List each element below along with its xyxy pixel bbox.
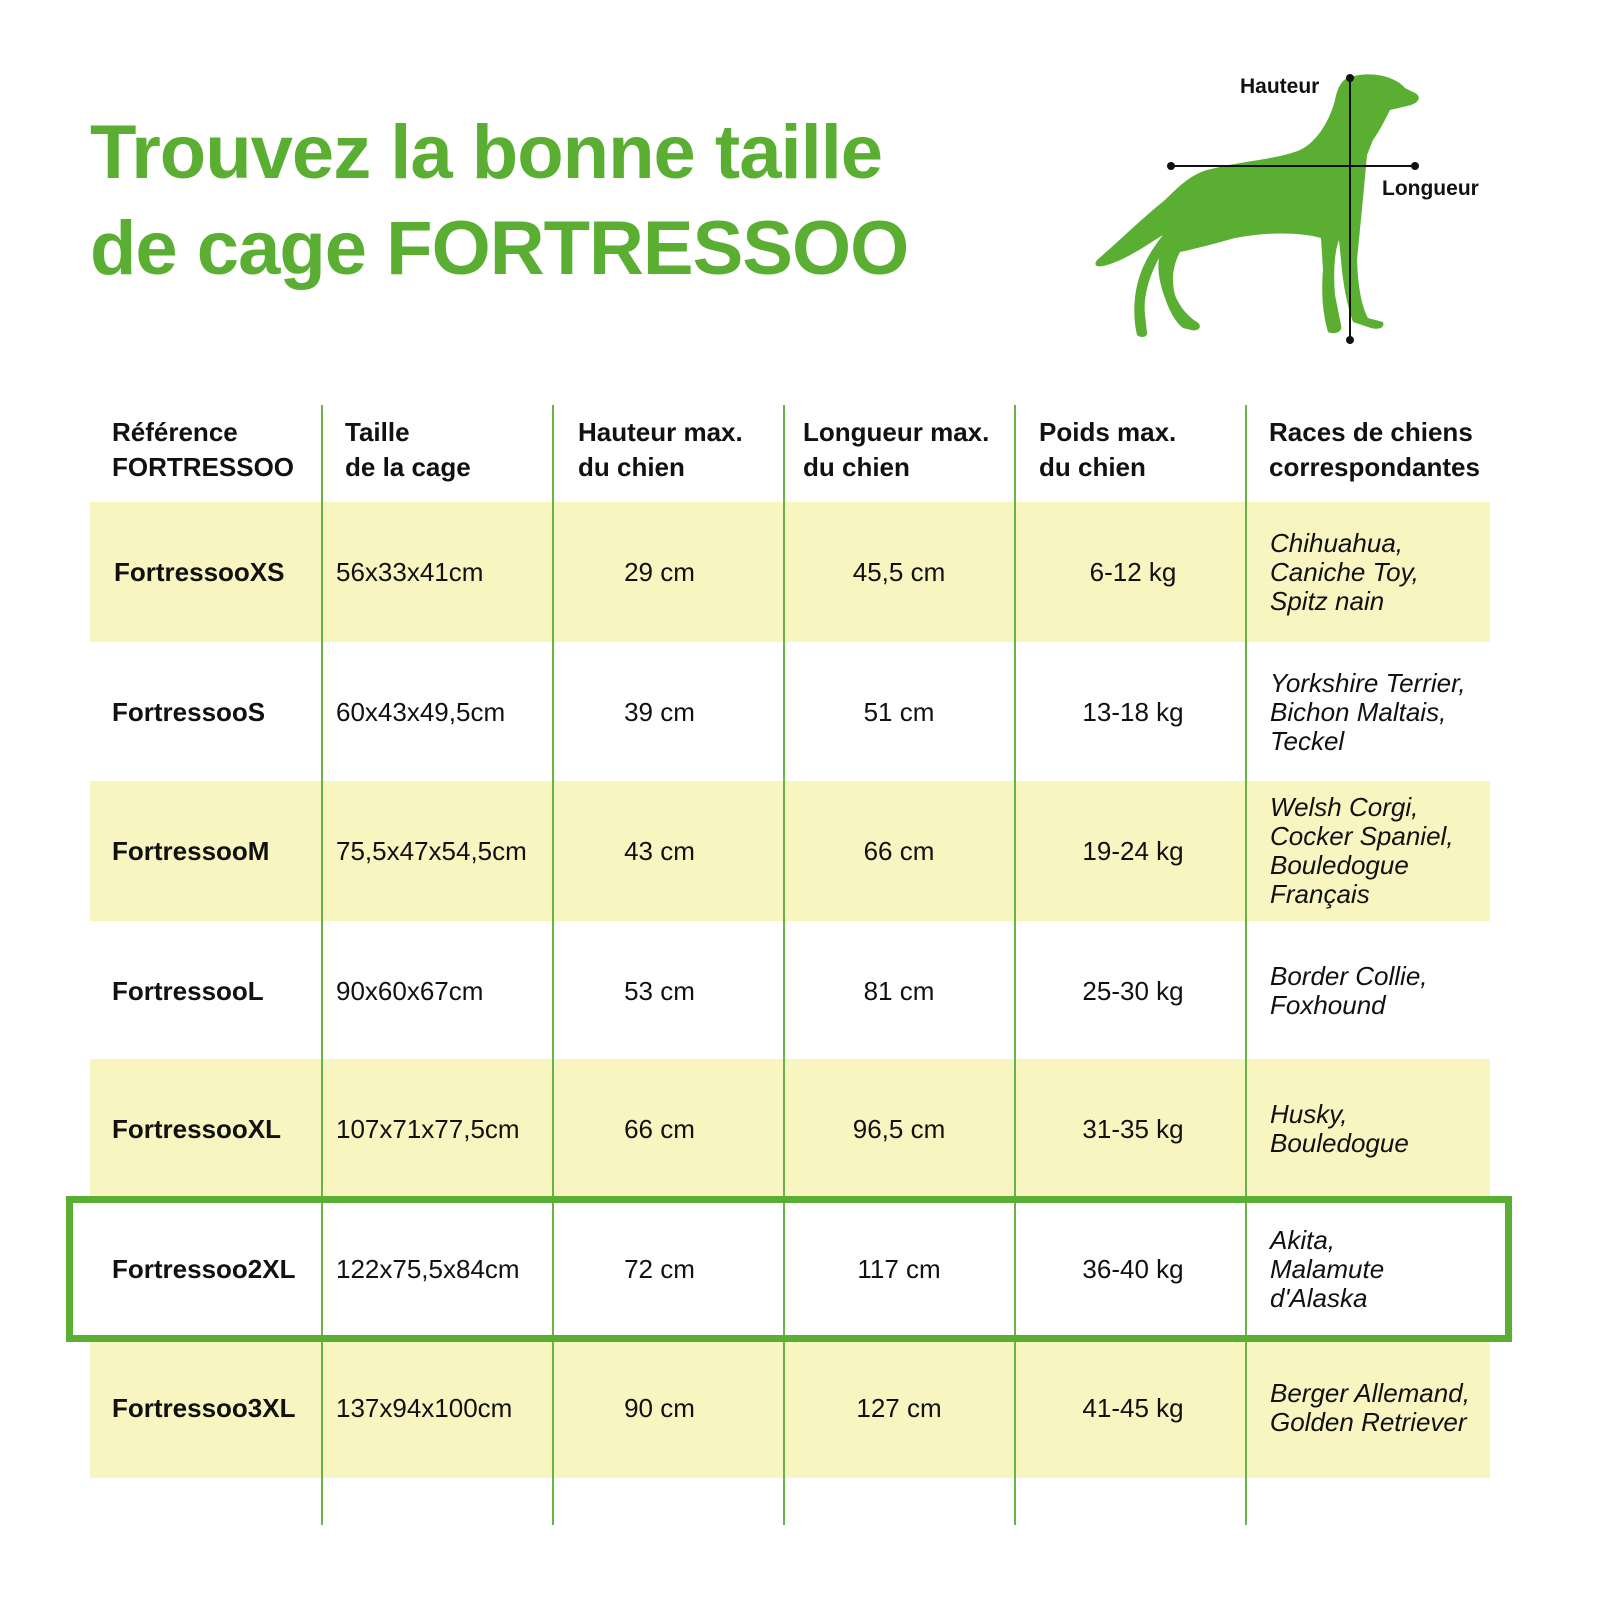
cell-cage-size: 137x94x100cm: [336, 1392, 513, 1423]
breed-line: Spitz nain: [1270, 585, 1385, 616]
cell-reference: FortressooM: [112, 835, 270, 866]
breed-line: Chihuahua,: [1270, 527, 1403, 558]
cell-max-weight: 31-35 kg: [1082, 1113, 1184, 1144]
cell-max-length: 45,5 cm: [852, 556, 946, 587]
cell-reference: FortressooXS: [114, 556, 285, 587]
cell-max-weight: 36-40 kg: [1082, 1253, 1184, 1284]
cell-cage-size: 90x60x67cm: [336, 975, 484, 1006]
breed-line: Bichon Maltais,: [1270, 696, 1447, 727]
cell-max-weight: 6-12 kg: [1089, 556, 1177, 587]
cell-cage-size: 122x75,5x84cm: [336, 1253, 520, 1284]
cell-max-weight: 19-24 kg: [1082, 835, 1184, 866]
header-max-length-line-1: Longueur max.: [803, 417, 990, 447]
header-reference: [112, 415, 294, 485]
cell-reference: FortressooXL: [112, 1113, 282, 1144]
cell-max-length: 117 cm: [857, 1253, 941, 1284]
height-axis-label: Hauteur: [1240, 75, 1320, 98]
column-divider: [321, 405, 323, 1525]
header-reference-line-1: Référence: [112, 417, 238, 447]
breed-line: Akita,: [1270, 1224, 1336, 1255]
cell-reference: FortressooL: [112, 975, 264, 1006]
cell-max-height: 66 cm: [624, 1113, 695, 1144]
header-cage-size-line-1: Taille: [345, 417, 410, 447]
breed-line: Berger Allemand,: [1270, 1378, 1470, 1408]
page-title: [90, 105, 908, 297]
header-max-weight-line-1: Poids max.: [1039, 417, 1177, 447]
cell-max-height: 72 cm: [624, 1253, 695, 1284]
cell-breeds: [1270, 1338, 1495, 1478]
page-title-line-1: Trouvez la bonne taille: [90, 110, 883, 195]
dog-measurement-illustration: [1085, 60, 1515, 360]
cell-max-length: 96,5 cm: [852, 1113, 946, 1144]
length-axis-label: Longueur: [1382, 177, 1479, 200]
cell-cage-size: 60x43x49,5cm: [336, 696, 506, 727]
cell-reference: Fortressoo3XL: [112, 1392, 296, 1423]
breed-line: Malamute: [1270, 1253, 1385, 1284]
dog-silhouette-icon: [1085, 60, 1515, 360]
cell-breeds: [1270, 502, 1495, 642]
header-max-length: [803, 415, 989, 485]
breed-line: Cocker Spaniel,: [1270, 821, 1454, 851]
cell-reference: Fortressoo2XL: [112, 1253, 296, 1284]
header-max-height-line-1: Hauteur max.: [578, 417, 743, 447]
cell-breeds: [1270, 781, 1495, 921]
breed-line: Golden Retriever: [1270, 1407, 1467, 1437]
cell-max-length: 51 cm: [863, 696, 935, 727]
cell-breeds: [1270, 1059, 1495, 1199]
cell-max-height: 53 cm: [624, 975, 695, 1006]
header-breeds: [1269, 415, 1480, 485]
cell-max-height: 39 cm: [624, 696, 695, 727]
breed-line: Caniche Toy,: [1270, 556, 1419, 587]
breed-line: Français: [1270, 879, 1370, 909]
header-max-weight: [1039, 415, 1176, 485]
breed-line: d'Alaska: [1270, 1282, 1368, 1313]
cell-cage-size: 56x33x41cm: [336, 556, 484, 587]
cell-max-weight: 41-45 kg: [1082, 1392, 1184, 1423]
cell-breeds: [1270, 921, 1495, 1061]
cell-max-height: 43 cm: [624, 835, 695, 866]
breed-line: Welsh Corgi,: [1270, 792, 1419, 822]
cell-max-height: 90 cm: [624, 1392, 695, 1423]
header-max-height: [578, 415, 743, 485]
cage-size-table: [90, 405, 1500, 1530]
cell-max-weight: 13-18 kg: [1082, 696, 1184, 727]
cell-reference: FortressooS: [112, 696, 266, 727]
cell-max-length: 81 cm: [863, 975, 935, 1006]
header-breeds-line-1: Races de chiens: [1269, 417, 1473, 447]
breed-line: Foxhound: [1270, 990, 1386, 1020]
header-cage-size: [345, 415, 471, 485]
breed-line: Yorkshire Terrier,: [1270, 667, 1466, 698]
cell-cage-size: 75,5x47x54,5cm: [336, 835, 527, 866]
cell-breeds: [1270, 642, 1495, 782]
header-max-weight-line-2: du chien: [1039, 452, 1146, 482]
header-max-length-line-2: du chien: [803, 452, 910, 482]
cell-breeds: [1270, 1199, 1495, 1339]
page-title-line-2: de cage FORTRESSOO: [90, 206, 909, 291]
cell-max-length: 66 cm: [863, 835, 935, 866]
header-breeds-line-2: correspondantes: [1269, 452, 1480, 482]
breed-line: Teckel: [1270, 725, 1345, 756]
header-reference-line-2: FORTRESSOO: [112, 452, 295, 482]
cell-cage-size: 107x71x77,5cm: [336, 1113, 520, 1144]
cell-max-weight: 25-30 kg: [1082, 975, 1184, 1006]
breed-line: Husky,: [1270, 1099, 1348, 1129]
cell-max-length: 127 cm: [856, 1392, 942, 1423]
header-cage-size-line-2: de la cage: [345, 452, 471, 482]
cell-max-height: 29 cm: [624, 556, 695, 587]
breed-line: Border Collie,: [1270, 961, 1428, 991]
breed-line: Bouledogue: [1270, 850, 1409, 880]
header-max-height-line-2: du chien: [578, 452, 685, 482]
breed-line: Bouledogue: [1270, 1128, 1409, 1158]
